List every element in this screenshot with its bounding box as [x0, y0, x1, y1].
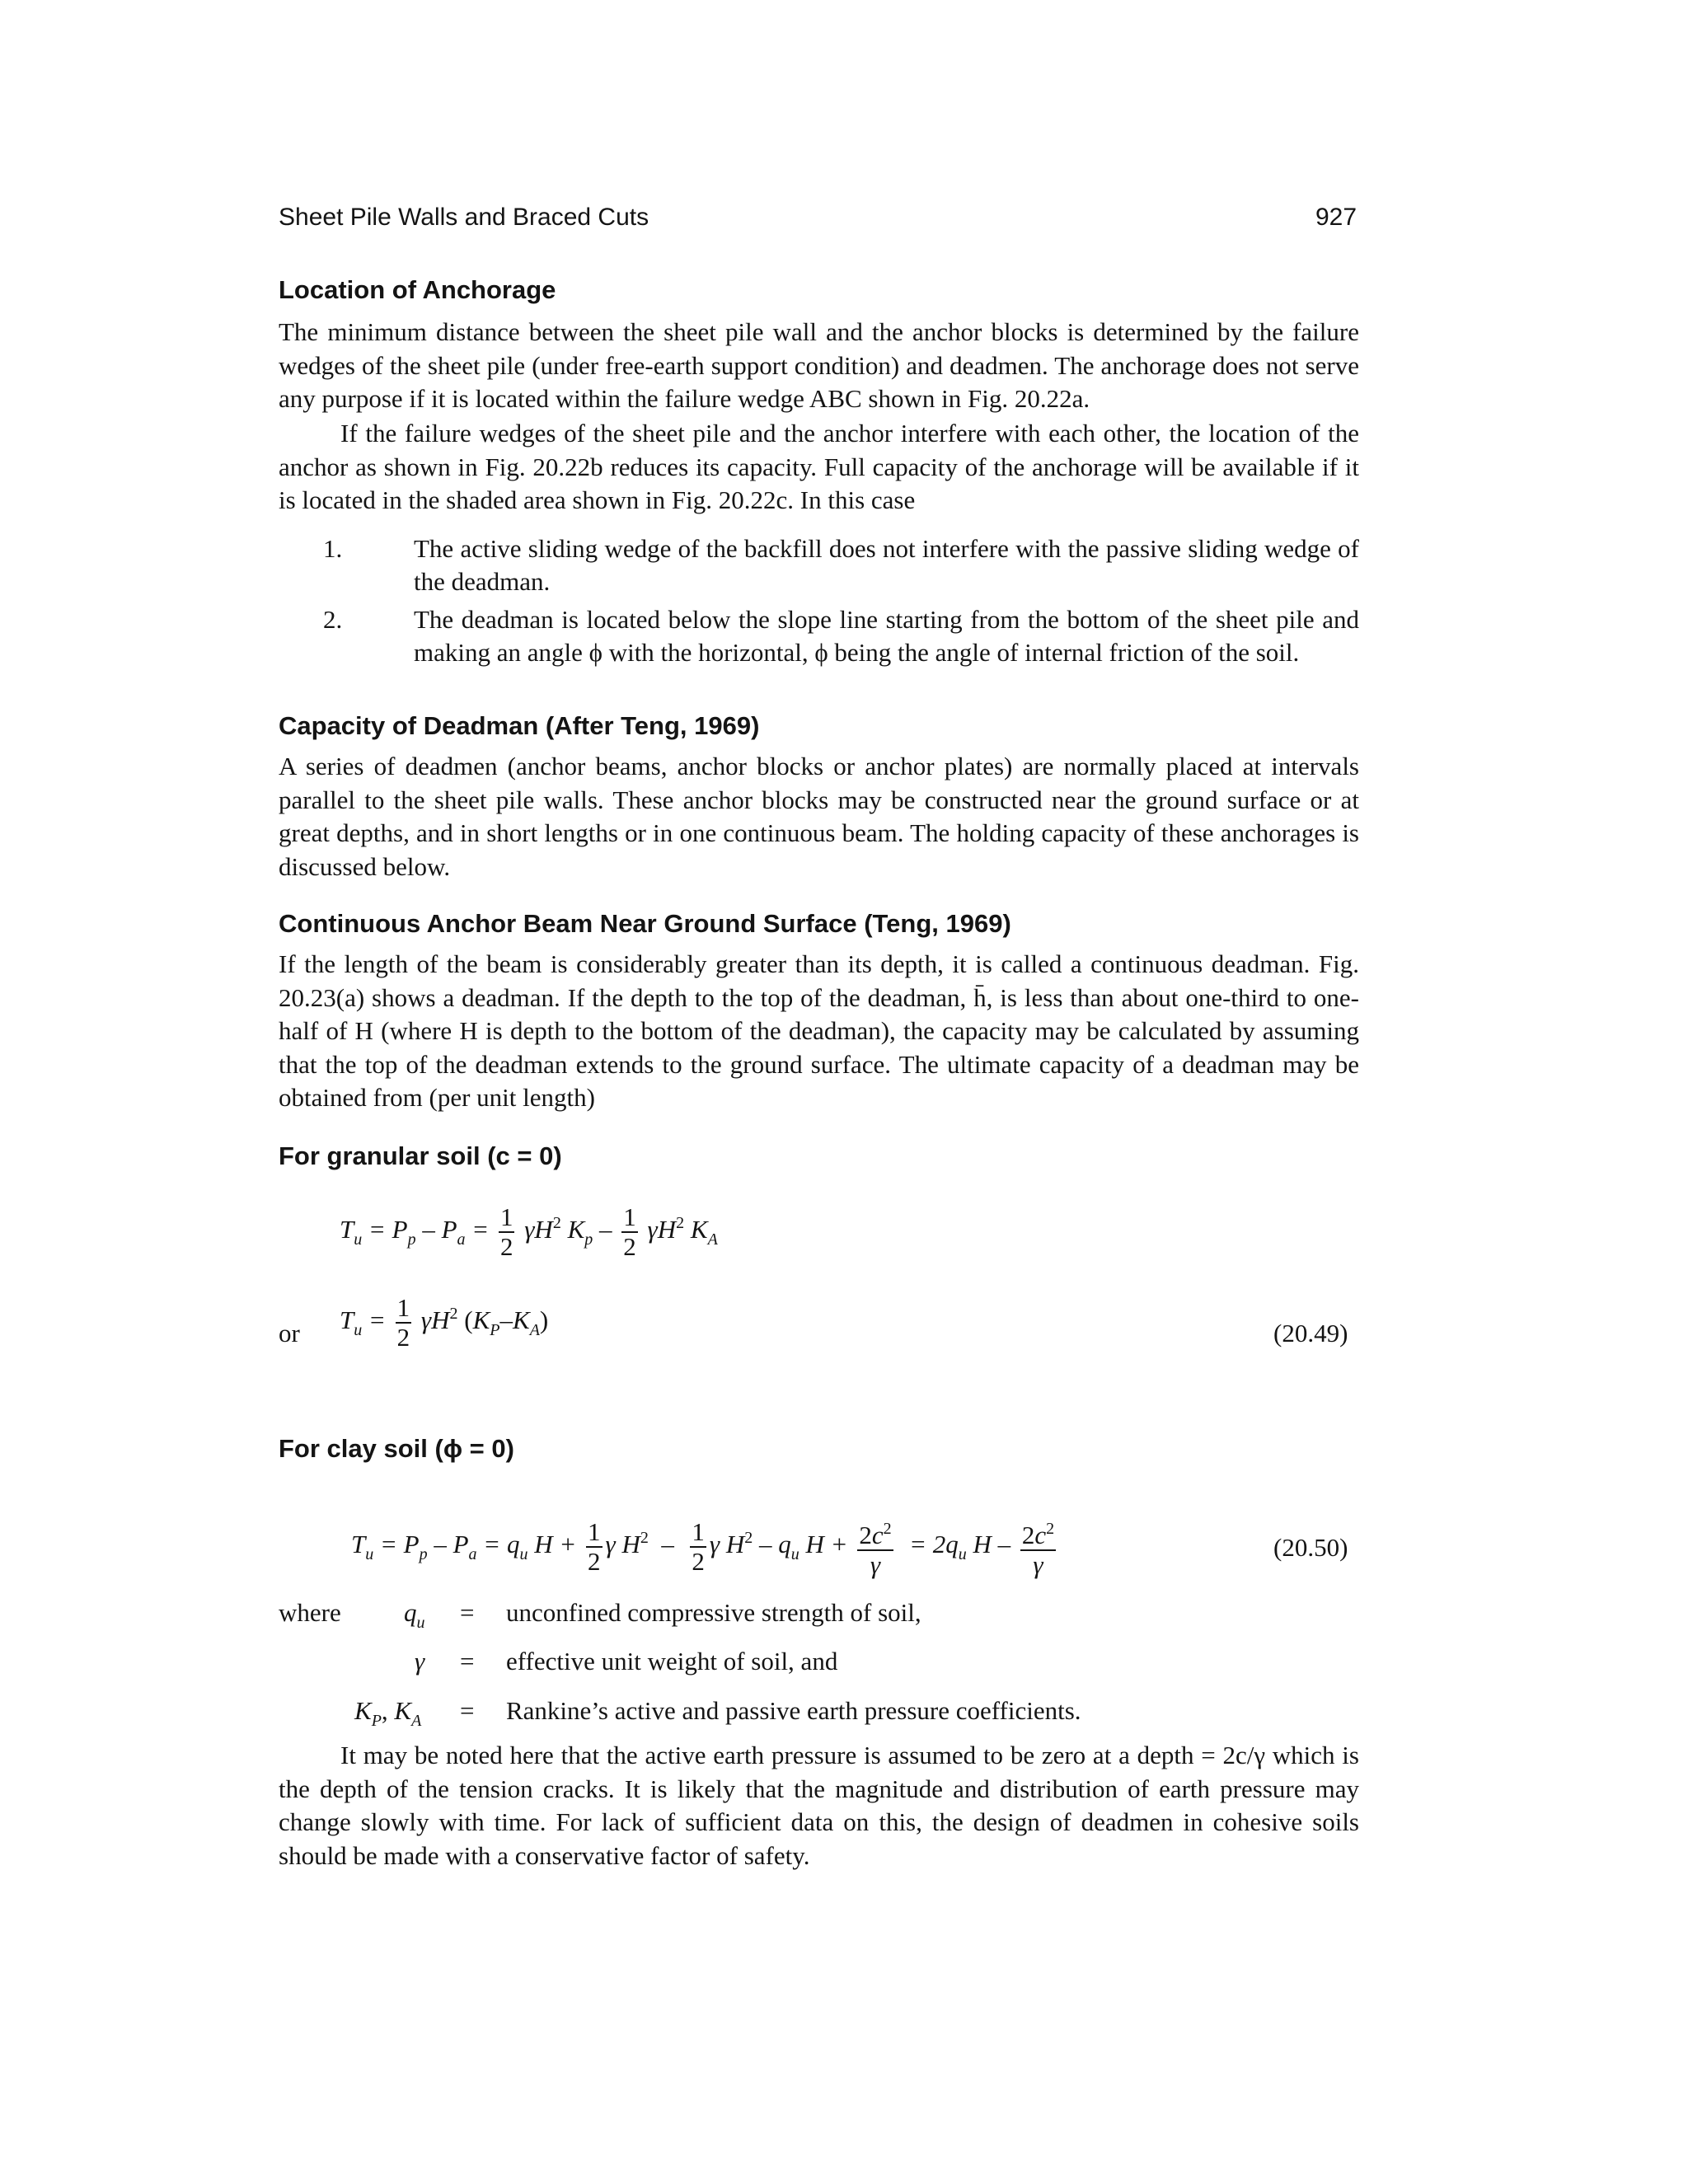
- fraction-one-half: $\frac{1}{2}$: [623, 1202, 636, 1261]
- paragraph-closing: It may be noted here that the active earth pressure is assumed to be zero at a depth = 2c/γ which is the depth of the tension cracks. It is likely that the magnitude and distribution of earth pressure may change slowly with time. For lack of sufficient data on this, the design of deadmen in cohesive soils should be made with a conservative factor of safety.: [279, 1741, 1359, 1870]
- page-number: 927: [1315, 204, 1357, 231]
- equation-20-49: $T_u$ = $\frac{1}{2}$ $\gamma H^2$ $(K_P-K_A)$: [340, 1293, 549, 1352]
- paragraph-capacity: A series of deadmen (anchor beams, anchor blocks or anchor plates) are normally placed at intervals parallel to the sheet pile walls. These anchor blocks may be constructed near the ground surface or at great depths, and in short lengths or in one continuous beam. The holding capacity of these anchorages is discussed below.: [279, 752, 1359, 881]
- equation-20-50: $T_u = P_p - P_a = q_u$ H + $\frac{1}{2}$ γ $H^2$ – $\frac{1}{2}$ γ $H^2 - q_u$ H + $\frac{2c^2}{\gamma}$ = $2q_u$ H – $\frac{2c^2}{\gamma}$: [351, 1515, 1059, 1579]
- list-item-number: 1.: [323, 534, 343, 563]
- list-item: [323, 603, 1359, 673]
- or-label: or: [279, 1319, 300, 1347]
- paragraph-location-2: If the failure wedges of the sheet pile and the anchor interfere with each other, the location of the anchor as shown in Fig. 20.22b reduces its capacity. Full capacity of the anchorage will be available if it is located in the shaded area shown in Fig. 20.22c. In this case: [279, 419, 1359, 514]
- section-heading-clay: For clay soil (ϕ = 0): [279, 1434, 514, 1463]
- definition-text: effective unit weight of soil, and: [506, 1647, 838, 1675]
- section-heading-continuous: Continuous Anchor Beam Near Ground Surface (Teng, 1969): [279, 909, 1011, 938]
- list-item-number: 2.: [323, 605, 343, 634]
- equation-granular-expanded: $T_u = P_p - P_a$ = $\frac{1}{2}$ $\gamma H^2$ $K_p$ – $\frac{1}{2}$ $\gamma H^2$ $K_A$: [340, 1202, 718, 1261]
- equation-number-20-50: (20.50): [1273, 1533, 1348, 1562]
- fraction-one-half: $\frac{1}{2}$: [588, 1517, 601, 1576]
- definition-equals: =: [460, 1598, 475, 1627]
- where-label: where: [279, 1598, 341, 1627]
- definition-equals: =: [460, 1647, 475, 1675]
- fraction-2c2-over-gamma: $\frac{2c^2}{\gamma}$: [1021, 1520, 1055, 1579]
- definition-text: Rankine’s active and passive earth pressure coefficients.: [506, 1696, 1081, 1725]
- definition-symbol: $K_P$, $K_A$: [354, 1696, 422, 1730]
- fraction-one-half: $\frac{1}{2}$: [499, 1202, 513, 1261]
- fraction-one-half: $\frac{1}{2}$: [396, 1293, 410, 1352]
- equation-number-20-49: (20.49): [1273, 1319, 1348, 1347]
- fraction-2c2-over-gamma: $\frac{2c^2}{\gamma}$: [859, 1520, 892, 1579]
- paragraph-continuous: If the length of the beam is considerably greater than its depth, it is called a continuous deadman. Fig. 20.23(a) shows a deadman. If the depth to the top of the deadman, h̄, is less than about one-third to one-half of H (where H is depth to the bottom of the deadman), the capacity may be calculated by assuming that the top of the deadman extends to the ground surface. The ultimate capacity of a deadman may be obtained from (per unit length): [279, 949, 1359, 1112]
- paragraph-location-1: The minimum distance between the sheet pile wall and the anchor blocks is determined by the failure wedges of the sheet pile (under free-earth support condition) and deadmen. The anchorage does not serve any purpose if it is located within the failure wedge ABC shown in Fig. 20.22a.: [279, 317, 1359, 413]
- definition-symbol: γ: [415, 1647, 425, 1675]
- section-heading-location: Location of Anchorage: [279, 275, 556, 304]
- list-item-text: The active sliding wedge of the backfill does not interfere with the passive sliding wedge of the deadman.: [414, 534, 1359, 596]
- definition-symbol: $q_u$: [404, 1598, 425, 1632]
- definition-equals: =: [460, 1696, 475, 1725]
- list-item-text: The deadman is located below the slope line starting from the bottom of the sheet pile and making an angle ϕ with the horizontal, ϕ being the angle of internal friction of the soil.: [414, 605, 1359, 667]
- section-heading-capacity: Capacity of Deadman (After Teng, 1969): [279, 711, 760, 740]
- definition-text: unconfined compressive strength of soil,: [506, 1598, 921, 1627]
- section-heading-granular: For granular soil (c = 0): [279, 1141, 562, 1170]
- running-title: Sheet Pile Walls and Braced Cuts: [279, 204, 649, 231]
- list-item: [323, 532, 1359, 602]
- fraction-one-half: $\frac{1}{2}$: [692, 1517, 705, 1576]
